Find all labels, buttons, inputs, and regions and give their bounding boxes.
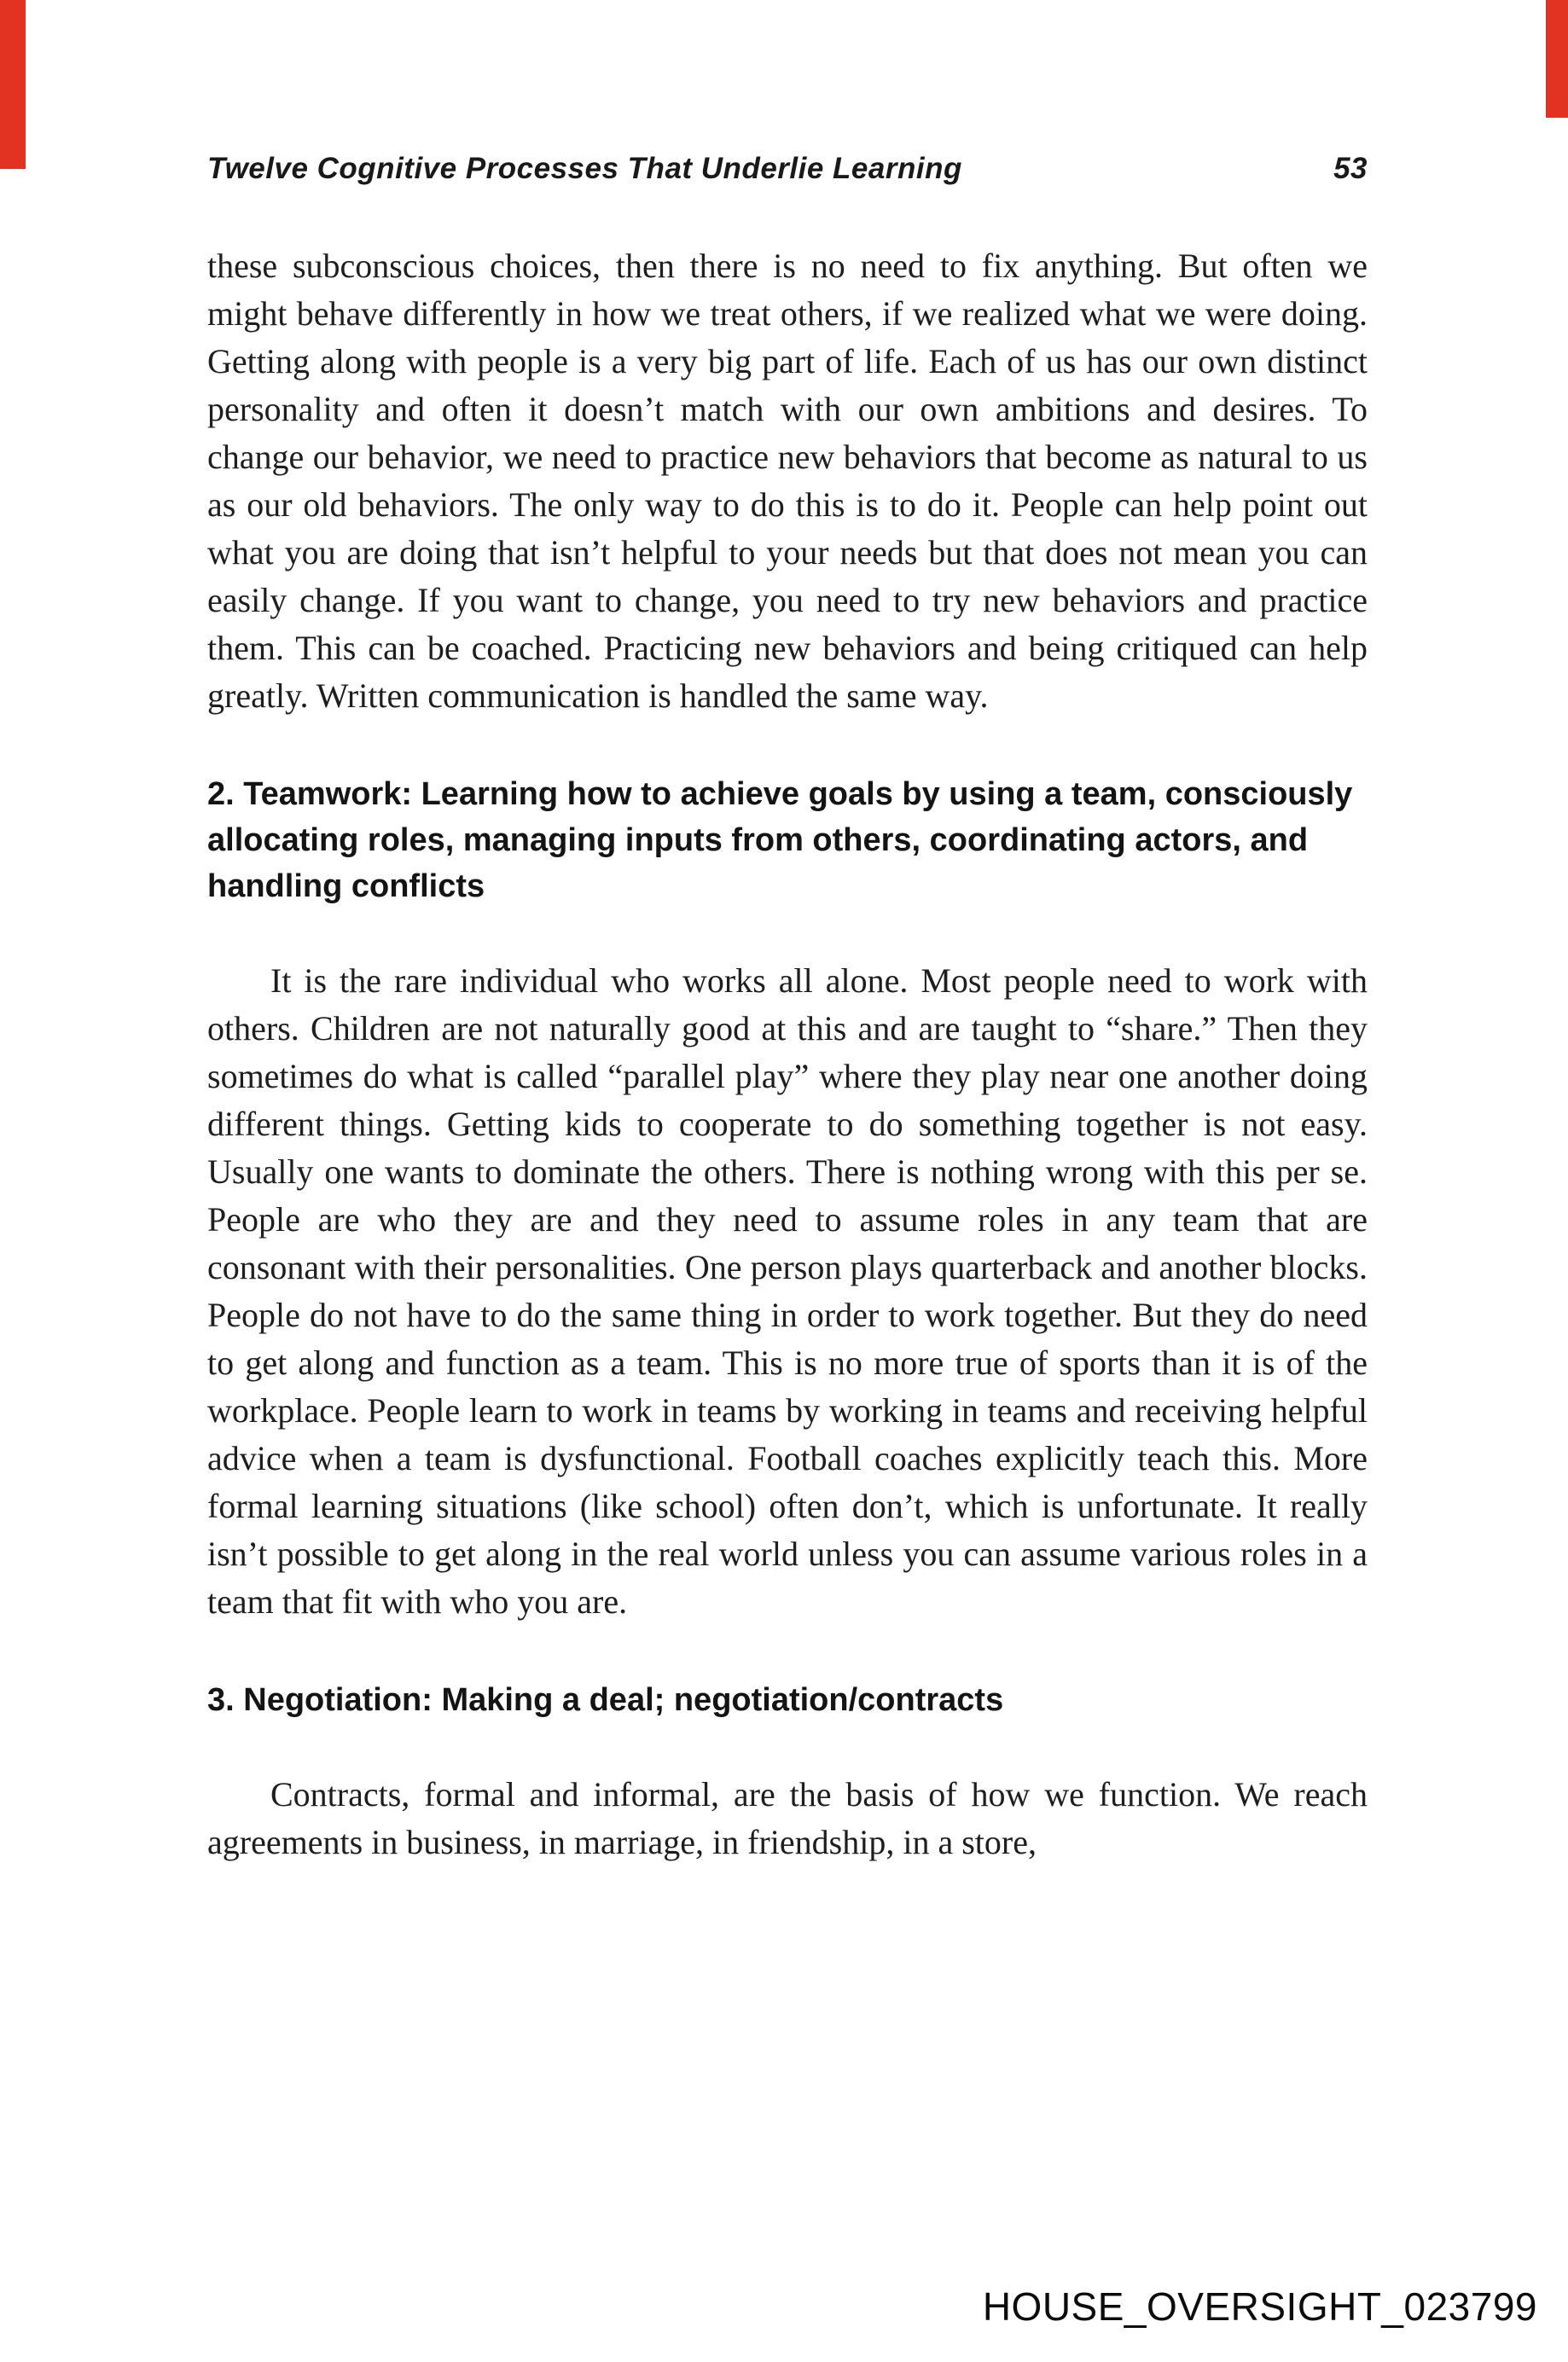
paragraph-negotiation: Contracts, formal and informal, are the basis of how we function. We reach agreements in business, in marriage, in friendship, in a store, <box>207 1775 1368 1861</box>
paragraph-continuation: these subconscious choices, then there is no need to fix anything. But often we might behave differently in how we treat others, if we realized what we were doing. Getting along with people is a very big part of life. Each of us has our own distinct personality and often it doesn’t match with our own ambitions and desires. To change our behavior, we need to practice new behaviors that become as natural to us as our old behaviors. The only way to do this is to do it. People can help point out what you are doing that isn’t helpful to your needs but that does not mean you can easily change. If you want to change, you need to try new behaviors and practice them. This can be coached. Practicing new behaviors and being critiqued can help greatly. Written communication is handled the same way. <box>207 247 1368 715</box>
running-title: Twelve Cognitive Processes That Underlie Learning <box>207 152 962 185</box>
bates-stamp: HOUSE_OVERSIGHT_023799 <box>982 2284 1537 2329</box>
scan-red-mark-left <box>0 0 26 169</box>
paragraph-teamwork: It is the rare individual who works all alone. Most people need to work with others. Children are not naturally good at this and are taught to “share.” Then they sometimes do what is called “parallel play” where they play near one another doing different things. Getting kids to cooperate to do something together is not easy. Usually one wants to dominate the others. There is nothing wrong with this per se. People are who they are and they need to assume roles in any team that are consonant with their personalities. One person plays quarterback and another blocks. People do not have to do the same thing in order to work together. But they do need to get along and function as a team. This is no more true of sports than it is of the workplace. People learn to work in teams by working in teams and receiving helpful advice when a team is dysfunctional. Football coaches explicitly teach this. More formal learning situations (like school) often don’t, which is unfortunate. It really isn’t possible to get along in the real world unless you can assume various roles in a team that fit with who you are. <box>207 961 1368 1621</box>
section-heading-negotiation: 3. Negotiation: Making a deal; negotiation/contracts <box>207 1682 1004 1718</box>
running-header <box>207 152 1368 186</box>
page-number: 53 <box>1333 152 1368 185</box>
page-content <box>207 152 1368 1866</box>
section-heading-teamwork: 2. Teamwork: Learning how to achieve goals by using a team, consciously allocating roles, managing inputs from others, coordinating actors, and handling conflicts <box>207 776 1353 904</box>
scan-red-mark-right <box>1546 0 1568 118</box>
